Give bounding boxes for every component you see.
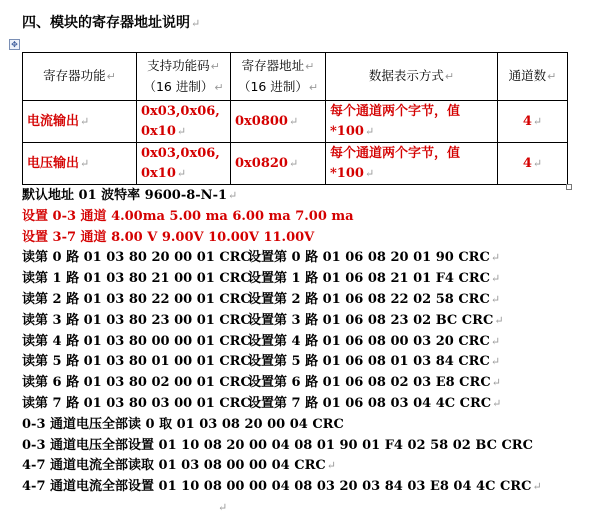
paragraph-mark-icon: ↵ xyxy=(214,80,224,94)
paragraph-mark-icon: ↵ xyxy=(494,313,504,327)
paragraph-mark-icon: ↵ xyxy=(532,114,543,128)
paragraph-mark-icon: ↵ xyxy=(491,376,501,390)
paragraph-mark-icon: ↵ xyxy=(106,70,116,83)
empty-paragraph xyxy=(22,498,597,519)
paragraph-mark-icon: ↵ xyxy=(176,124,187,138)
bulk-command-line: 0-3 通道电压全部设置 01 10 08 20 00 04 08 01 90 01 F4 02 58 02 BC CRC xyxy=(22,437,533,453)
header-cell: 数据表示方式↵ xyxy=(326,53,498,101)
paragraph-mark-icon: ↵ xyxy=(364,124,375,138)
bulk-command-line: 0-3 通道电压全部读 0 取 01 03 08 20 00 04 CRC xyxy=(22,416,344,432)
command-line: 读第 1 路 01 03 80 21 00 01 CRC设置第 1 路 01 06 08 21 01 F4 CRC↵ xyxy=(22,271,501,287)
paragraph-mark-icon: ↵ xyxy=(305,59,315,73)
paragraph-mark-icon: ↵ xyxy=(490,355,501,369)
function-code-cell: 0x03,0x06, 0x10↵ xyxy=(137,101,231,143)
header-cell: 寄存器地址↵ （16 进制）↵ xyxy=(231,53,326,101)
header-cell: 支持功能码↵ （16 进制）↵ xyxy=(137,53,231,101)
header-cell: 寄存器功能↵ xyxy=(23,53,137,101)
channel-count-cell: 4↵ xyxy=(498,101,568,143)
paragraph-mark-icon: ↵ xyxy=(532,156,543,170)
paragraph-mark-icon: ↵ xyxy=(492,396,502,410)
default-settings-line: 默认地址 01 波特率 9600-8-N-1↵ xyxy=(22,188,238,203)
command-line: 读第 7 路 01 03 80 03 00 01 CRC设置第 7 路 01 06 08 03 04 4C CRC↵ xyxy=(22,395,502,411)
paragraph-mark-icon: ↵ xyxy=(80,114,90,128)
representation-cell: 每个通道两个字节，值 *100↵ xyxy=(326,101,498,143)
table-row xyxy=(23,143,568,185)
paragraph-mark-icon: ↵ xyxy=(326,459,336,473)
function-cell: 电流输出↵ xyxy=(23,101,137,143)
paragraph-mark-icon: ↵ xyxy=(228,189,238,202)
paragraph-mark-icon: ↵ xyxy=(444,70,455,83)
set-voltage-line: 设置 3-7 通道 8.00 V 9.00V 10.00V 11.00V xyxy=(22,229,315,245)
function-cell: 电压输出↵ xyxy=(23,143,137,185)
representation-cell: 每个通道两个字节，值 *100↵ xyxy=(326,143,498,185)
command-line: 读第 3 路 01 03 80 23 00 01 CRC设置第 3 路 01 06 08 23 02 BC CRC↵ xyxy=(22,312,504,328)
address-cell: 0x0820↵ xyxy=(231,143,326,185)
table-header-row xyxy=(23,53,568,101)
bulk-command-line: 4-7 通道电流全部设置 01 10 08 00 00 04 08 03 20 03 84 03 E8 04 4C CRC↵ xyxy=(22,479,542,495)
paragraph-mark-icon: ↵ xyxy=(288,114,299,128)
paragraph-mark-icon: ↵ xyxy=(532,480,542,494)
command-line: 读第 5 路 01 03 80 01 00 01 CRC设置第 5 路 01 06 08 01 03 84 CRC↵ xyxy=(22,354,501,370)
paragraph-mark-icon: ↵ xyxy=(218,500,228,514)
command-line: 读第 0 路 01 03 80 20 00 01 CRC设置第 0 路 01 06 08 20 01 90 CRC↵ xyxy=(22,250,501,266)
paragraph-mark-icon: ↵ xyxy=(210,59,220,73)
paragraph-mark-icon: ↵ xyxy=(490,251,501,265)
command-line: 读第 2 路 01 03 80 22 00 01 CRC设置第 2 路 01 06 08 22 02 58 CRC↵ xyxy=(22,291,501,307)
table-row xyxy=(23,101,568,143)
function-code-cell: 0x03,0x06, 0x10↵ xyxy=(137,143,231,185)
paragraph-mark-icon: ↵ xyxy=(176,166,187,180)
protocol-text-block xyxy=(22,186,597,519)
paragraph-mark-icon: ↵ xyxy=(364,166,375,180)
table-move-handle-icon[interactable]: ✥ xyxy=(9,39,20,50)
command-line: 读第 4 路 01 03 80 00 00 01 CRC设置第 4 路 01 06 08 00 03 20 CRC↵ xyxy=(22,333,501,349)
set-current-line: 设置 0-3 通道 4.00ma 5.00 ma 6.00 ma 7.00 ma xyxy=(22,208,354,224)
paragraph-mark-icon: ↵ xyxy=(288,156,299,170)
header-cell: 通道数↵ xyxy=(498,53,568,101)
paragraph-mark-icon: ↵ xyxy=(191,17,201,30)
section-title: 四、模块的寄存器地址说明↵ xyxy=(22,15,201,31)
paragraph-mark-icon: ↵ xyxy=(308,80,319,94)
paragraph-mark-icon: ↵ xyxy=(547,70,557,83)
bulk-command-line: 4-7 通道电流全部读取 01 03 08 00 00 04 CRC↵ xyxy=(22,458,336,474)
command-line: 读第 6 路 01 03 80 02 00 01 CRC设置第 6 路 01 06 08 02 03 E8 CRC↵ xyxy=(22,375,501,391)
paragraph-mark-icon: ↵ xyxy=(490,292,501,306)
paragraph-mark-icon: ↵ xyxy=(491,272,501,286)
paragraph-mark-icon: ↵ xyxy=(80,156,90,170)
paragraph-mark-icon: ↵ xyxy=(490,334,501,348)
channel-count-cell: 4↵ xyxy=(498,143,568,185)
register-table xyxy=(22,52,568,185)
address-cell: 0x0800↵ xyxy=(231,101,326,143)
